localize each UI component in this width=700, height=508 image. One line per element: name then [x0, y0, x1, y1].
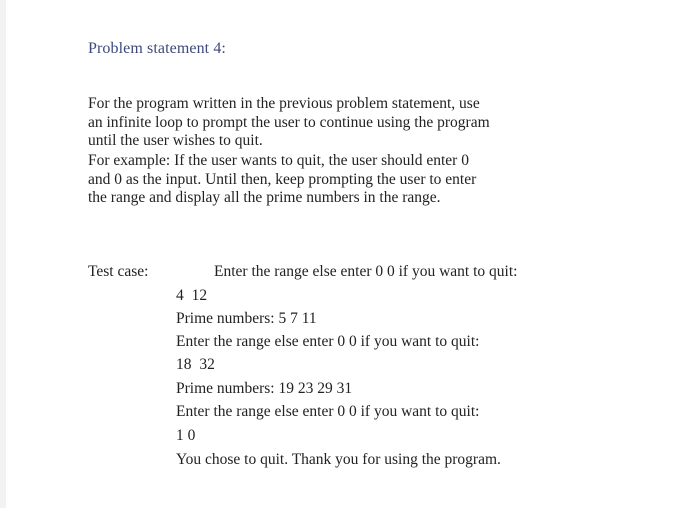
test-case-label: Test case:: [88, 263, 149, 280]
test-case-prompt: Enter the range else enter 0 0 if you want to quit:: [176, 333, 480, 350]
test-case-prompt: Enter the range else enter 0 0 if you want to quit:: [176, 403, 480, 420]
test-case-input: 1 0: [176, 427, 196, 444]
description-paragraph: [88, 95, 648, 151]
test-case-prompt: Enter the range else enter 0 0 if you want to quit:: [214, 263, 518, 280]
left-margin-strip: [0, 0, 6, 508]
test-case-input: 4 12: [176, 287, 208, 304]
paragraph-line: For the program written in the previous problem statement, use: [88, 95, 480, 112]
paragraph-line: For example: If the user wants to quit, the user should enter 0: [88, 152, 469, 169]
paragraph-line: until the user wishes to quit.: [88, 132, 263, 149]
example-paragraph: [88, 152, 648, 208]
paragraph-line: an infinite loop to prompt the user to continue using the program: [88, 113, 490, 131]
problem-heading: Problem statement 4:: [88, 40, 226, 57]
paragraph-line: and 0 as the input. Until then, keep prompting the user to enter: [88, 170, 477, 188]
test-case-output: Prime numbers: 5 7 11: [176, 310, 317, 327]
paragraph-line: the range and display all the prime numbers in the range.: [88, 189, 441, 206]
test-case-output: You chose to quit. Thank you for using the program.: [176, 451, 501, 468]
test-case-output: Prime numbers: 19 23 29 31: [176, 380, 353, 397]
test-case-input: 18 32: [176, 356, 215, 373]
